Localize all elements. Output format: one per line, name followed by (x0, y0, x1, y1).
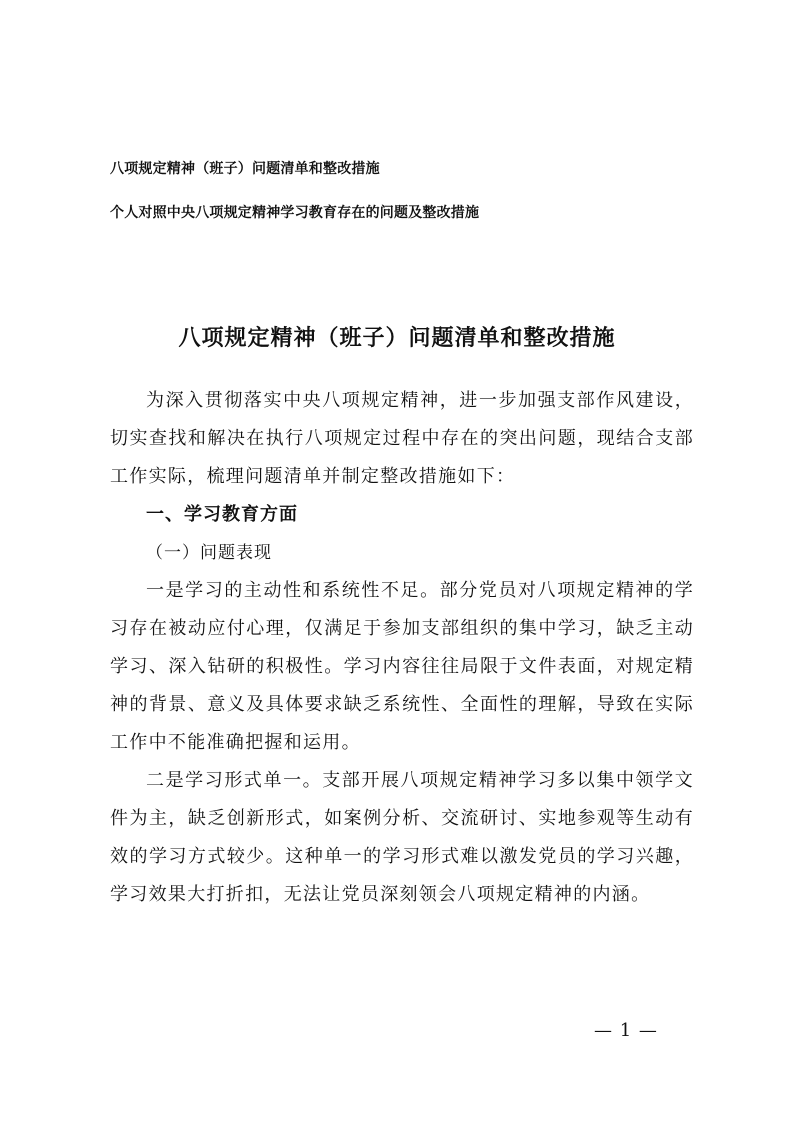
toc-line-1: 八项规定精神（班子）问题清单和整改措施 (110, 161, 380, 177)
section-heading: 一、学习教育方面 (146, 504, 298, 525)
subsection-heading: （一）问题表现 (146, 543, 272, 563)
document-title: 八项规定精神（班子）问题清单和整改措施 (178, 325, 616, 351)
intro-paragraph: 为深入贯彻落实中央八项规定精神，进一步加强支部作风建设，切实查找和解决在执行八项规定过程中存在的突出问题，现结合支部工作实际，梳理问题清单并制定整改措施如下： (110, 390, 694, 487)
page-number: — 1 — (594, 1020, 658, 1041)
problem-paragraph-1: 一是学习的主动性和系统性不足。部分党员对八项规定精神的学习存在被动应付心理，仅满足于参加支部组织的集中学习，缺乏主动学习、深入钻研的积极性。学习内容往往局限于文件表面，对规定精神的背景、意义及具体要求缺乏系统性、全面性的理解，导致在实际工作中不能准确把握和运用。 (110, 580, 694, 753)
problem-paragraph-2: 二是学习形式单一。支部开展八项规定精神学习多以集中领学文件为主，缺乏创新形式，如案例分析、交流研讨、实地参观等生动有效的学习方式较少。这种单一的学习形式难以激发党员的学习兴趣，学习效果大打折扣，无法让党员深刻领会八项规定精神的内涵。 (110, 770, 694, 905)
toc-line-2: 个人对照中央八项规定精神学习教育存在的问题及整改措施 (110, 205, 480, 221)
document-body (110, 382, 694, 914)
